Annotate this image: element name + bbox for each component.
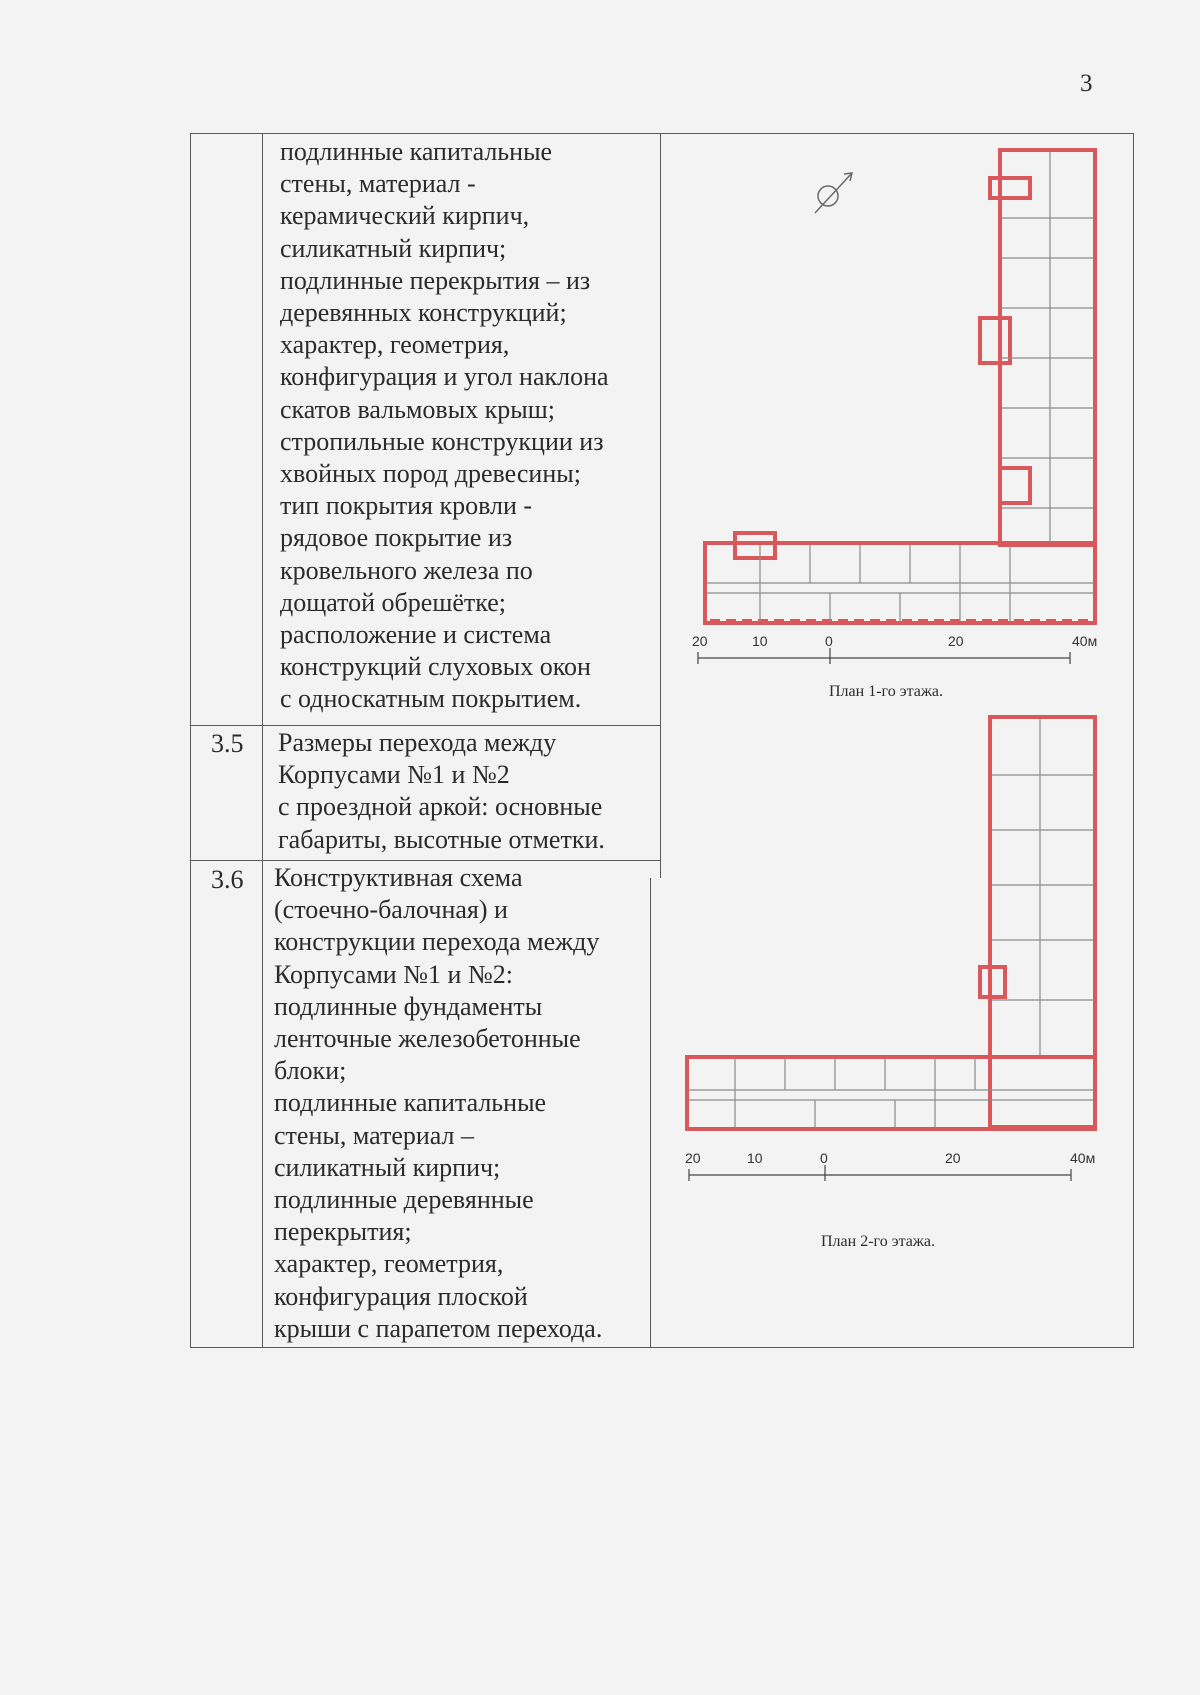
first-floor-plan-image (670, 138, 1130, 678)
table-row-3-text: Конструктивная схема (стоечно-балочная) и конструкции перехода между Корпусами №1 и №2: подлинные фундаменты ленточные железобетонные блоки; подлинные капитальные стены, материал – силикатный кирпич; подлинные деревянные перекрытия; характер, геометрия, конфигурация плоской крыши с парапетом перехода. (274, 863, 603, 1343)
page-number: 3 (1080, 70, 1093, 97)
plan1-scale-label-2: 0 (825, 633, 833, 649)
plan2-scale-label-4: 40м (1070, 1150, 1096, 1166)
column-divider-text-lower (650, 878, 651, 1348)
row-separator-1 (190, 725, 660, 726)
plan2-scale-label-0: 20 (685, 1150, 701, 1166)
column-divider-number (262, 133, 263, 1348)
plan1-scale-label-3: 20 (948, 633, 964, 649)
first-floor-plan-caption: План 1-го этажа. (829, 683, 944, 700)
second-floor-plan-caption: План 2-го этажа. (821, 1233, 936, 1250)
plan2-scale-label-2: 0 (820, 1150, 828, 1166)
plan1-scale-label-1: 10 (752, 633, 768, 649)
second-floor-plan-image (675, 705, 1130, 1225)
column-divider-text (660, 133, 661, 878)
table-row-2-text: Размеры перехода между Корпусами №1 и №2 с проездной аркой: основные габариты, высотные отметки. (278, 728, 605, 854)
plan1-scale-label-4: 40м (1072, 633, 1098, 649)
plan2-scale-label-3: 20 (945, 1150, 961, 1166)
plan1-scale-label-0: 20 (692, 633, 708, 649)
table-row-3-number: 3.6 (211, 865, 244, 894)
row-separator-2 (190, 860, 660, 861)
plan2-scale-label-1: 10 (747, 1150, 763, 1166)
table-row-2-number: 3.5 (211, 729, 244, 758)
table-row-1-text: подлинные капитальные стены, материал - керамический кирпич, силикатный кирпич; подлинные перекрытия – из деревянных конструкций; характер, геометрия, конфигурация и угол наклона скатов вальмовых крыш; стропильные конструкции из хвойных пород древесины; тип покрытия кровли - рядовое покрытие из кровельного железа по дощатой обрешётке; расположение и система конструкций слуховых окон с односкатным покрытием. (280, 137, 609, 714)
